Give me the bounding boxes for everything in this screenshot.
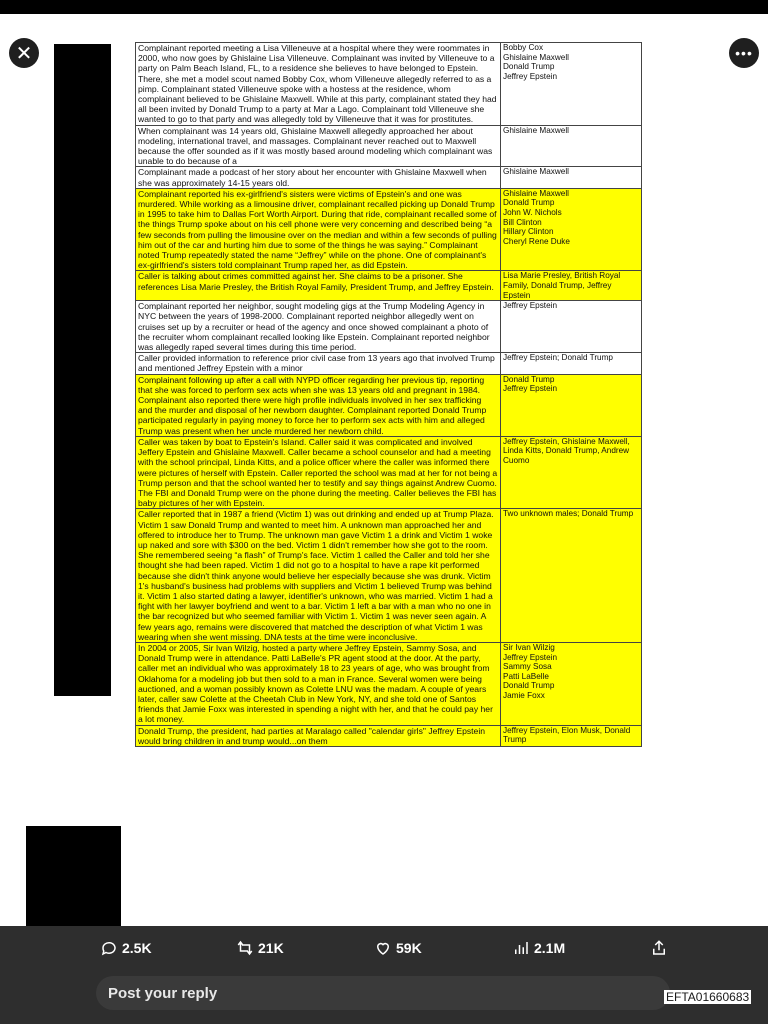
status-bar [0, 0, 768, 14]
row-description: Complainant made a podcast of her story about her encounter with Ghislaine Maxwell when she was approximately 14-15 years old. [136, 167, 501, 188]
document-image [0, 14, 768, 940]
row-description: Caller was taken by boat to Epstein's Island. Caller said it was complicated and involved Jeffery Epstein and Ghislaine Maxwell. Caller became a school counselor and had a meeting with the school principal, Linda Kitts, and a police officer where the caller was informed there were pictures of herself with Epstein. Caller reported the school was mad at her for not being a Trump person and that the school wanted her to testify and say things against Andrew Cuomo. The FBI and Donald Trump were on the phone during the meeting. Caller believes the FBI has baby pictures of her with Epstein. [136, 436, 501, 508]
row-names: Jeffrey Epstein; Donald Trump [501, 353, 642, 374]
table-row [136, 43, 642, 126]
like-button[interactable] [374, 939, 422, 957]
row-description: When complainant was 14 years old, Ghislaine Maxwell allegedly approached her about modeling, international travel, and massages. Complainant never reached out to Maxwell because the offer sounded as if it was mostly based around modeling which complainant was unable to do because of a [136, 125, 501, 167]
views-button[interactable] [512, 939, 565, 957]
table-row [136, 188, 642, 271]
table-row [136, 167, 642, 188]
row-names: Bobby Cox Ghislaine Maxwell Donald Trump Jeffrey Epstein [501, 43, 642, 126]
row-names: Jeffrey Epstein [501, 301, 642, 353]
repost-count: 21K [258, 940, 284, 956]
table-row [136, 509, 642, 643]
reply-placeholder: Post your reply [108, 984, 218, 1002]
reply-input[interactable] [96, 976, 670, 1010]
row-names: Ghislaine Maxwell Donald Trump John W. Nichols Bill Clinton Hillary Clinton Cheryl Rene Duke [501, 188, 642, 271]
heart-icon [374, 939, 392, 957]
table-row [136, 271, 642, 301]
row-description: In 2004 or 2005, Sir Ivan Wilzig, hosted a party where Jeffrey Epstein, Sammy Sosa, and Donald Trump were in attendance. Patti LaBelle's PR agent stood at the door. At the party, caller met an individual who was approximately 18 to 23 years of age, who was brought from Oklahoma for a modeling job but then sold to a man in France. Several women were being auctioned, and a woman possibly known as Colette LNU was the madam. A couple of years later, caller saw Colette at the Cheetah Club in New York, NY, and she told one of Santos friends that Jamie Foxx was interested in spending a night with her, and that he could pay her a lot money. [136, 642, 501, 725]
share-icon [650, 939, 668, 957]
reply-icon [100, 939, 118, 957]
table-row [136, 353, 642, 374]
row-names: Ghislaine Maxwell [501, 167, 642, 188]
row-description: Caller provided information to reference prior civil case from 13 years ago that involved Trump and mentioned Jeffrey Epstein with a minor [136, 353, 501, 374]
repost-icon [236, 939, 254, 957]
table-row [136, 725, 642, 746]
row-names: Donald Trump Jeffrey Epstein [501, 374, 642, 436]
close-button[interactable] [9, 38, 39, 68]
table-row [136, 642, 642, 725]
views-icon [512, 939, 530, 957]
row-description: Caller is talking about crimes committed against her. She claims to be a prisoner. She references Lisa Marie Presley, the British Royal Family, President Trump, and Jeffrey Epstein. [136, 271, 501, 301]
row-names: Sir Ivan Wilzig Jeffrey Epstein Sammy Sosa Patti LaBelle Donald Trump Jamie Foxx [501, 642, 642, 725]
row-description: Complainant following up after a call with NYPD officer regarding her previous tip, reporting that she was forced to perform sex acts when she was 13 years old and pregnant in 1984. Complainant also reported there were high profile individuals involved in her sex trafficking and the murder and disposal of her newborn daughter. Complainant reported Donald Trump participated regularly in paying money to force her to perform sex acts with him and alleged Trump was present when her uncle murdered her newborn child. [136, 374, 501, 436]
row-names: Two unknown males; Donald Trump [501, 509, 642, 643]
more-options-button[interactable] [729, 38, 759, 68]
more-icon: ••• [735, 45, 753, 61]
row-description: Donald Trump, the president, had parties at Maralago called "calendar girls" Jeffrey Epstein would bring children in and trump would...on them [136, 725, 501, 746]
repost-button[interactable] [236, 939, 284, 957]
row-description: Complainant reported her neighbor, sought modeling gigs at the Trump Modeling Agency in NYC between the years of 1998-2000. Complainant reported neighbor allegedly went on cruises set up by a recruiter or head of the agency and once showed complainant a photo of the recruiter whom complainant recalled looking like Epstein. Complainant reported neighbor was allegedly raped several times during this time period. [136, 301, 501, 353]
close-icon: ✕ [15, 42, 33, 65]
row-names: Jeffrey Epstein, Elon Musk, Donald Trump [501, 725, 642, 746]
reply-button[interactable] [100, 939, 152, 957]
tweet-actions [0, 926, 768, 970]
row-names: Ghislaine Maxwell [501, 125, 642, 167]
document-table [135, 42, 642, 747]
row-description: Complainant reported his ex-girlfriend's sisters were victims of Epstein's and one was murdered. While working as a limousine driver, complainant recalled picking up Donald Trump in 1995 to take him to Dallas Fort Worth Airport. During that ride, complainant recalled some of the things Trump spoke about on his cell phone were very concerning and described being “a few seconds from pulling the limousine over on the median and within a few seconds of pulling him out of the car and hurting him due to some of the things he was saying.” Complainant noted Trump repeatedly stated the name “Jeffrey” while on the phone. One of complainant's ex-girlfriend's sisters told complainant Trump raped her, as did Epstein. [136, 188, 501, 271]
views-count: 2.1M [534, 940, 566, 956]
table-row [136, 301, 642, 353]
like-count: 59K [396, 940, 422, 956]
document-id: EFTA01660683 [666, 990, 750, 1004]
row-names: Lisa Marie Presley, British Royal Family, Donald Trump, Jeffrey Epstein [501, 271, 642, 301]
row-description: Caller reported that in 1987 a friend (Victim 1) was out drinking and ended up at Trump Plaza. Victim 1 saw Donald Trump and wanted to meet him. A unknown man approached her and offered to introduce her to Trump. The unknown man gave Victim 1 a drink and Victim 1 woke up naked and sore with $300 on the bed. Victim 1 didn't remember how she got to the room. She remembered seeing “a flash” of Trump's face. Victim 1 called the Caller and told her she thought she had been raped. Victim 1 did not go to a hospital to have a rape kit performed because she didn't think anyone would believe her especially because she was drunk. Victim 1's husband's business had problems with suppliers and Victim 1 believed Trump was behind it. Victim 1 also started dating a lawyer, identifier's unknown, who was married. Victim 1 had a fight with her lawyer boyfriend and went to a bar. Victim 1 left a bar with a man who no one in the bar recognized but who seemed familiar with Victim 1. Victim 1 was never seen again. A few years ago, remains were discovered that matched the description of what Victim 1 was wearing when she went missing. DNA tests at the time were inconclusive. [136, 509, 501, 643]
row-description: Complainant reported meeting a Lisa Villeneuve at a hospital where they were roommates in 2000, who now goes by Ghislaine Lisa Villeneuve. Complainant was invited by Villeneuve to a party on Palm Beach Island, FL, to a residence she believes to have belonged to Epstein. There, she met a model scout named Bobby Cox, whom Villeneuve allegedly referred to as a pimp. Complainant stated Villeneuve spoke with a hostess at the residence, whom complainant believed to be Ghislaine Maxwell. While at this party, complainant stated they had all been invited by Donald Trump to a party at Mar a Lago. Complainant told Villeneuve she wanted to go to that party and was allegedly told by Villeneuve that it was for prostitutes. [136, 43, 501, 126]
redaction-left-column [54, 44, 111, 696]
row-names: Jeffrey Epstein, Ghislaine Maxwell, Linda Kitts, Donald Trump, Andrew Cuomo [501, 436, 642, 508]
reply-count: 2.5K [122, 940, 152, 956]
table-row [136, 436, 642, 508]
table-row [136, 374, 642, 436]
share-button[interactable] [650, 939, 668, 957]
table-row [136, 125, 642, 167]
